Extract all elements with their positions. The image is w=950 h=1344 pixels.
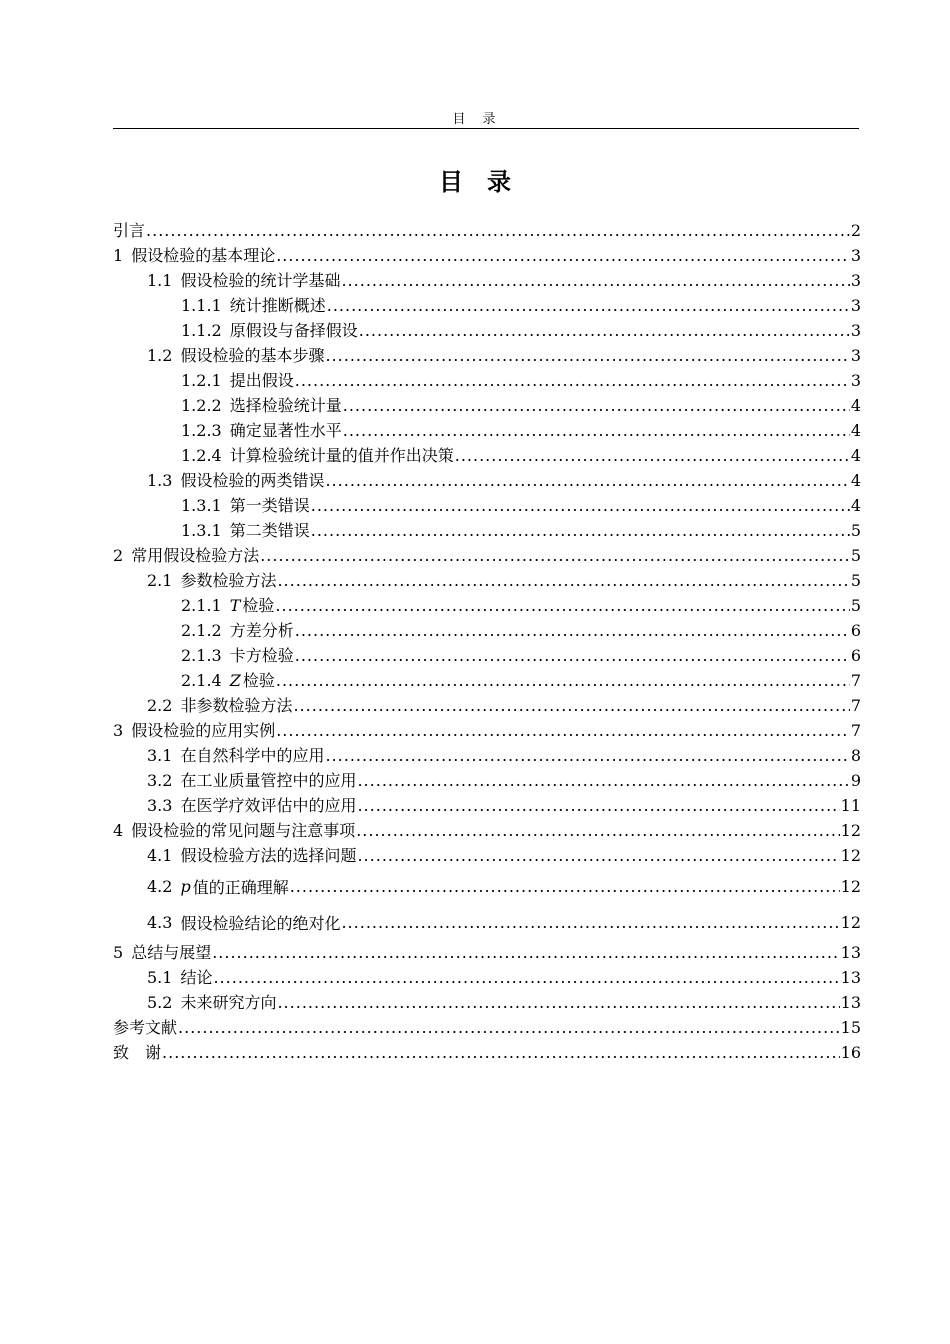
toc-entry-title: 第一类错误 bbox=[229, 496, 310, 515]
toc-entry[interactable] bbox=[113, 393, 861, 418]
toc-entry-number: 4 bbox=[113, 821, 124, 840]
toc-entry[interactable] bbox=[113, 293, 861, 318]
toc-entry-number: 1.1 bbox=[147, 271, 173, 290]
toc-dot-leader bbox=[357, 846, 839, 865]
toc-entry-page: 13 bbox=[840, 943, 861, 962]
toc-entry-title: 确定显著性水平 bbox=[229, 421, 342, 440]
toc-entry-title: 引言 bbox=[113, 221, 146, 240]
toc-entry-symbol: Z bbox=[229, 671, 241, 690]
toc-dot-leader bbox=[455, 446, 850, 465]
toc-entry-page: 12 bbox=[840, 876, 861, 896]
toc-entry-number: 3 bbox=[113, 721, 124, 740]
toc-dot-leader bbox=[341, 913, 839, 932]
toc-dot-leader bbox=[359, 321, 850, 340]
toc-dot-leader bbox=[277, 993, 839, 1012]
toc-entry-title: 假设检验方法的选择问题 bbox=[180, 846, 357, 865]
toc-entry-number: 3.1 bbox=[147, 746, 173, 765]
toc-entry-number: 1 bbox=[113, 246, 124, 265]
toc-entry-number: 1.1.2 bbox=[181, 321, 222, 340]
toc-entry-title: 假设检验的统计学基础 bbox=[180, 271, 341, 290]
toc-entry[interactable] bbox=[113, 793, 861, 818]
toc-entry-title: 检验 bbox=[242, 671, 275, 690]
toc-entry[interactable] bbox=[113, 768, 861, 793]
toc-entry-number: 2.1 bbox=[147, 571, 173, 590]
toc-entry-title: 选择检验统计量 bbox=[229, 396, 342, 415]
toc-entry-page: 4 bbox=[850, 496, 861, 515]
toc-entry[interactable] bbox=[113, 268, 861, 293]
toc-entry-title: 在工业质量管控中的应用 bbox=[180, 771, 357, 790]
toc-entry-title: 假设检验的基本理论 bbox=[131, 246, 276, 265]
toc-entry-number: 1.3 bbox=[147, 471, 173, 490]
toc-entry-page: 5 bbox=[850, 546, 861, 565]
toc-dot-leader bbox=[290, 877, 840, 896]
toc-entry-title: 假设检验的基本步骤 bbox=[180, 346, 325, 365]
toc-entry-page: 7 bbox=[850, 696, 861, 715]
toc-entry-number: 1.3.1 bbox=[181, 521, 222, 540]
toc-entry-page: 3 bbox=[850, 321, 861, 340]
toc-entry-number: 4.1 bbox=[147, 846, 173, 865]
toc-dot-leader bbox=[178, 1018, 840, 1037]
toc-entry-number: 1.2 bbox=[147, 346, 173, 365]
toc-entry-title: 未来研究方向 bbox=[180, 993, 277, 1012]
toc-entry-title: 假设检验结论的绝对化 bbox=[180, 913, 341, 933]
toc-entry[interactable] bbox=[113, 418, 861, 443]
toc-entry[interactable] bbox=[113, 468, 861, 493]
toc-entry-page: 4 bbox=[850, 421, 861, 440]
toc-entry[interactable] bbox=[113, 368, 861, 393]
toc-dot-leader bbox=[260, 546, 850, 565]
toc-dot-leader bbox=[213, 968, 839, 987]
toc-dot-leader bbox=[276, 671, 850, 690]
toc-entry-title: 提出假设 bbox=[229, 371, 294, 390]
toc-entry-page: 3 bbox=[850, 346, 861, 365]
toc-entry-title: 参考文献 bbox=[113, 1018, 178, 1037]
toc-dot-leader bbox=[311, 521, 850, 540]
toc-entry[interactable] bbox=[113, 843, 861, 868]
toc-dot-leader bbox=[212, 943, 839, 962]
toc-entry-symbol: T bbox=[229, 596, 241, 615]
toc-entry-title: 在自然科学中的应用 bbox=[180, 746, 325, 765]
toc-entry[interactable] bbox=[113, 1015, 861, 1040]
toc-entry-title: 原假设与备择假设 bbox=[229, 321, 358, 340]
toc-entry-title: 假设检验的两类错误 bbox=[180, 471, 325, 490]
toc-dot-leader bbox=[357, 796, 839, 815]
toc-entry-title: 致 谢 bbox=[113, 1043, 162, 1062]
toc-entry-number: 1.2.4 bbox=[181, 446, 222, 465]
toc-entry[interactable] bbox=[113, 965, 861, 990]
toc-dot-leader bbox=[325, 746, 849, 765]
toc-entry-page: 15 bbox=[840, 1018, 861, 1037]
toc-entry-page: 9 bbox=[850, 771, 861, 790]
toc-entry-number: 1.2.1 bbox=[181, 371, 222, 390]
toc-entry-page: 4 bbox=[850, 471, 861, 490]
toc-entry-title: 常用假设检验方法 bbox=[131, 546, 260, 565]
toc-entry[interactable] bbox=[113, 543, 861, 568]
toc-entry-symbol: p bbox=[180, 876, 191, 896]
toc-entry-number: 2.1.3 bbox=[181, 646, 222, 665]
toc-entry-page: 4 bbox=[850, 446, 861, 465]
toc-entry-page: 5 bbox=[850, 521, 861, 540]
toc-entry-number: 3.3 bbox=[147, 796, 173, 815]
toc-entry-number: 1.2.2 bbox=[181, 396, 222, 415]
toc-entry-number: 1.1.1 bbox=[181, 296, 222, 315]
toc-entry-title: 假设检验的应用实例 bbox=[131, 721, 276, 740]
toc-entry-title: 假设检验的常见问题与注意事项 bbox=[131, 821, 356, 840]
toc-dot-leader bbox=[357, 771, 849, 790]
toc-entry-number: 5.1 bbox=[147, 968, 173, 987]
toc-entry-page: 8 bbox=[850, 746, 861, 765]
toc-entry-title: 计算检验统计量的值并作出决策 bbox=[229, 446, 454, 465]
toc-entry-page: 7 bbox=[850, 721, 861, 740]
toc-entry-page: 11 bbox=[840, 796, 861, 815]
toc-dot-leader bbox=[162, 1043, 840, 1062]
toc-entry-page: 13 bbox=[840, 968, 861, 987]
toc-entry-page: 16 bbox=[840, 1043, 861, 1062]
toc-entry[interactable] bbox=[113, 904, 861, 940]
toc-entry[interactable] bbox=[113, 443, 861, 468]
toc-dot-leader bbox=[343, 396, 850, 415]
toc-entry-number: 1.2.3 bbox=[181, 421, 222, 440]
toc-entry-page: 3 bbox=[850, 296, 861, 315]
toc-dot-leader bbox=[276, 721, 850, 740]
toc-entry-page: 6 bbox=[850, 646, 861, 665]
toc-entry-title: 总结与展望 bbox=[131, 943, 212, 962]
toc-dot-leader bbox=[146, 221, 850, 240]
toc-entry[interactable] bbox=[113, 218, 861, 243]
toc-entry[interactable] bbox=[113, 1040, 861, 1065]
toc-entry[interactable] bbox=[113, 668, 861, 693]
toc-entry-page: 3 bbox=[850, 371, 861, 390]
toc-entry[interactable] bbox=[113, 818, 861, 843]
toc-entry[interactable] bbox=[113, 718, 861, 743]
toc-entry-number: 2 bbox=[113, 546, 124, 565]
toc-entry-page: 6 bbox=[850, 621, 861, 640]
toc-entry-page: 12 bbox=[840, 846, 861, 865]
toc-entry[interactable] bbox=[113, 743, 861, 768]
toc-entry[interactable] bbox=[113, 343, 861, 368]
toc-entry-title: 结论 bbox=[180, 968, 213, 987]
toc-entry-number: 4.3 bbox=[147, 912, 173, 932]
running-header: 目 录 bbox=[452, 112, 498, 127]
toc-entry[interactable] bbox=[113, 990, 861, 1015]
toc-entry-number: 5.2 bbox=[147, 993, 173, 1012]
toc-entry[interactable] bbox=[113, 243, 861, 268]
toc-entry-page: 4 bbox=[850, 396, 861, 415]
toc-dot-leader bbox=[295, 371, 850, 390]
toc-dot-leader bbox=[343, 421, 850, 440]
toc-entry-page: 5 bbox=[850, 571, 861, 590]
table-of-contents bbox=[113, 218, 861, 1065]
toc-entry-title: 统计推断概述 bbox=[229, 296, 326, 315]
toc-dot-leader bbox=[276, 246, 850, 265]
toc-entry[interactable] bbox=[113, 593, 861, 618]
toc-entry-title: 检验 bbox=[242, 596, 275, 615]
toc-dot-leader bbox=[311, 496, 850, 515]
header-rule bbox=[113, 128, 859, 129]
toc-entry-title: 在医学疗效评估中的应用 bbox=[180, 796, 357, 815]
toc-entry[interactable] bbox=[113, 518, 861, 543]
toc-entry-number: 2.1.4 bbox=[181, 671, 222, 690]
toc-entry[interactable] bbox=[113, 493, 861, 518]
toc-entry-number: 2.1.2 bbox=[181, 621, 222, 640]
toc-entry-title: 参数检验方法 bbox=[180, 571, 277, 590]
toc-entry-number: 5 bbox=[113, 943, 124, 962]
toc-entry-page: 12 bbox=[840, 912, 861, 932]
toc-dot-leader bbox=[327, 296, 850, 315]
toc-entry-number: 1.3.1 bbox=[181, 496, 222, 515]
toc-entry-page: 13 bbox=[840, 993, 861, 1012]
toc-entry-number: 2.2 bbox=[147, 696, 173, 715]
toc-entry[interactable] bbox=[113, 693, 861, 718]
toc-entry-page: 7 bbox=[850, 671, 861, 690]
toc-dot-leader bbox=[341, 271, 849, 290]
toc-entry-title: 第二类错误 bbox=[229, 521, 310, 540]
toc-dot-leader bbox=[325, 471, 849, 490]
toc-entry-number: 4.2 bbox=[147, 876, 173, 896]
toc-entry-number: 2.1.1 bbox=[181, 596, 222, 615]
toc-dot-leader bbox=[325, 346, 849, 365]
toc-dot-leader bbox=[277, 571, 849, 590]
toc-dot-leader bbox=[275, 596, 849, 615]
toc-entry-title: 卡方检验 bbox=[229, 646, 294, 665]
toc-entry[interactable] bbox=[113, 940, 861, 965]
toc-entry-page: 3 bbox=[850, 271, 861, 290]
toc-entry-page: 12 bbox=[840, 821, 861, 840]
page-title: 目 录 bbox=[439, 168, 511, 196]
toc-entry-page: 2 bbox=[850, 221, 861, 240]
toc-entry-page: 3 bbox=[850, 246, 861, 265]
toc-entry[interactable] bbox=[113, 868, 861, 904]
toc-entry[interactable] bbox=[113, 568, 861, 593]
toc-dot-leader bbox=[295, 646, 850, 665]
toc-entry-title: 非参数检验方法 bbox=[180, 696, 293, 715]
toc-dot-leader bbox=[293, 696, 849, 715]
toc-entry[interactable] bbox=[113, 318, 861, 343]
toc-entry-page: 5 bbox=[850, 596, 861, 615]
toc-entry[interactable] bbox=[113, 618, 861, 643]
toc-entry-title: 值的正确理解 bbox=[192, 877, 289, 897]
toc-dot-leader bbox=[295, 621, 850, 640]
toc-dot-leader bbox=[356, 821, 839, 840]
toc-entry[interactable] bbox=[113, 643, 861, 668]
toc-entry-number: 3.2 bbox=[147, 771, 173, 790]
toc-entry-title: 方差分析 bbox=[229, 621, 294, 640]
